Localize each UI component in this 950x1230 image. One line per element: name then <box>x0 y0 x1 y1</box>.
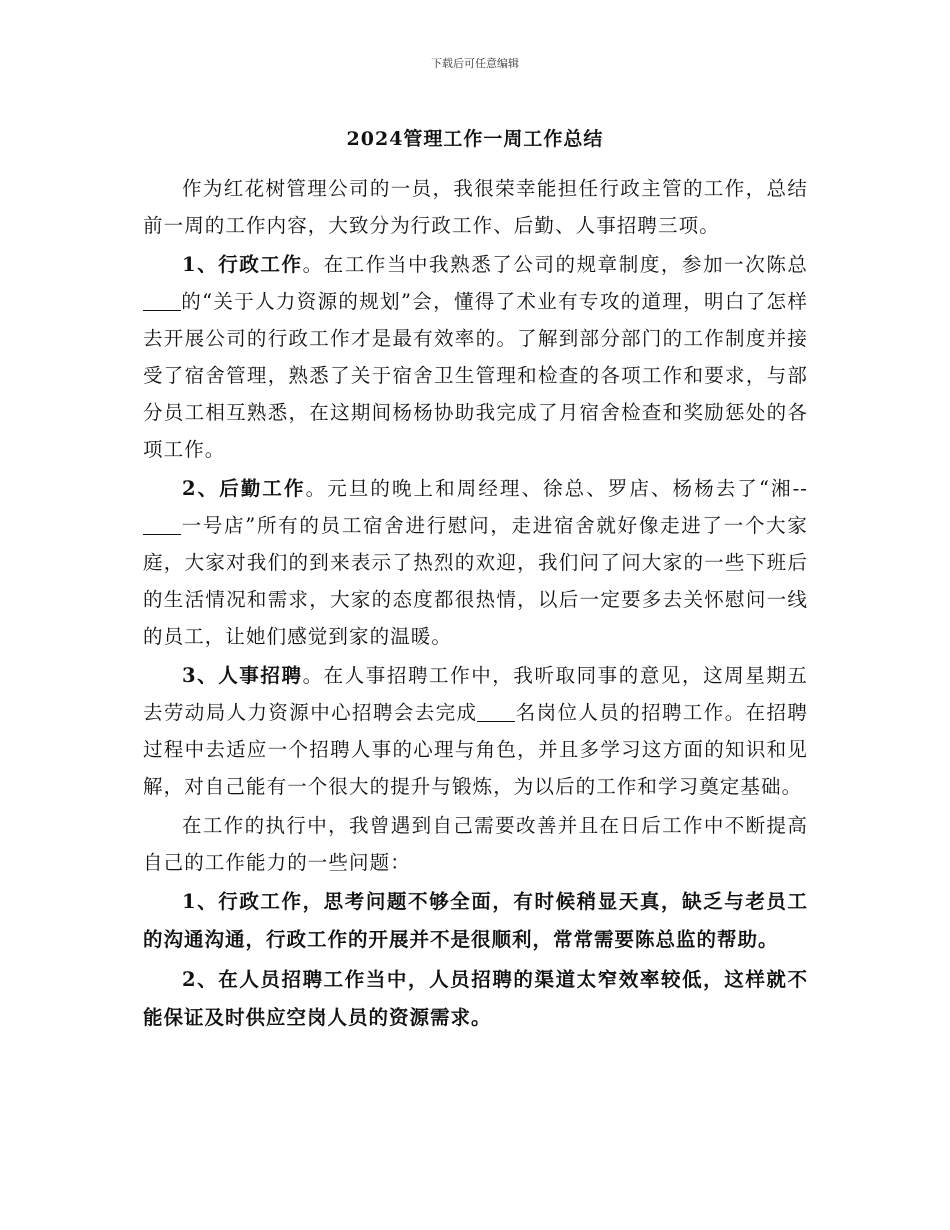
section-logistics-text-a: 。元旦的晚上和周经理、徐总、罗店、杨杨去了“湘-- <box>305 477 808 500</box>
problem-1-paragraph: 1、行政工作，思考问题不够全面，有时候稍显天真，缺乏与老员工的沟通沟通，行政工作的开展并不是很顺利，常常需要陈总监的帮助。 <box>143 890 808 951</box>
blank-underline <box>143 291 181 312</box>
document-title: 2024管理工作一周工作总结 <box>346 128 604 150</box>
problems-intro-paragraph: 在工作的执行中，我曾遇到自己需要改善并且在日后工作中不断提高自己的工作能力的一些问题： <box>143 814 808 874</box>
section-hr-heading: 3、人事招聘 <box>182 664 303 687</box>
section-hr-paragraph <box>143 657 808 805</box>
blank-underline <box>477 702 515 723</box>
section-admin-paragraph <box>143 246 808 468</box>
section-logistics-text-b: 一号店”所有的员工宿舍进行慰问，走进宿舍就好像走进了一个大家庭，大家对我们的到来表示了热烈的欢迎，我们问了问大家的一些下班后的生活情况和需求，大家的态度都很热情，以后一定要多去关怀慰问一线的员工，让她们感觉到家的温暖。 <box>143 514 808 648</box>
problem-2-paragraph: 2、在人员招聘工作当中，人员招聘的渠道太窄效率较低，这样就不能保证及时供应空岗人员的资源需求。 <box>143 968 808 1029</box>
section-hr-text-a: 。在人事招聘工作中，我听取同事的意见，这周星期五去劳动局人力资源中心招聘会去完成 <box>143 664 809 724</box>
section-admin-text-b: 的“关于人力资源的规划”会，懂得了术业有专攻的道理，明白了怎样去开展公司的行政工作才是最有效率的。了解到部分部门的工作制度并接受了宿舍管理，熟悉了关于宿舍卫生管理和检查的各项工作和要求，与部分员工相互熟悉，在这期间杨杨协助我完成了月宿舍检查和奖励惩处的各项工作。 <box>143 290 808 461</box>
blank-underline <box>143 515 181 536</box>
section-logistics-paragraph <box>143 470 808 655</box>
header-note: 下载后可任意编辑 <box>431 57 519 70</box>
document-body <box>143 170 808 1037</box>
section-admin-heading: 1、行政工作 <box>182 253 303 276</box>
section-admin-text-a: 。在工作当中我熟悉了公司的规章制度，参加一次陈总 <box>302 253 809 276</box>
section-logistics-heading: 2、后勤工作 <box>182 477 306 500</box>
section-hr-text-b: 名岗位人员的招聘工作。在招聘过程中去适应一个招聘人事的心理与角色，并且多学习这方面的知识和见解，对自己能有一个很大的提升与锻炼，为以后的工作和学习奠定基础。 <box>143 701 808 798</box>
intro-paragraph: 作为红花树管理公司的一员，我很荣幸能担任行政主管的工作，总结前一周的工作内容，大致分为行政工作、后勤、人事招聘三项。 <box>143 177 808 237</box>
